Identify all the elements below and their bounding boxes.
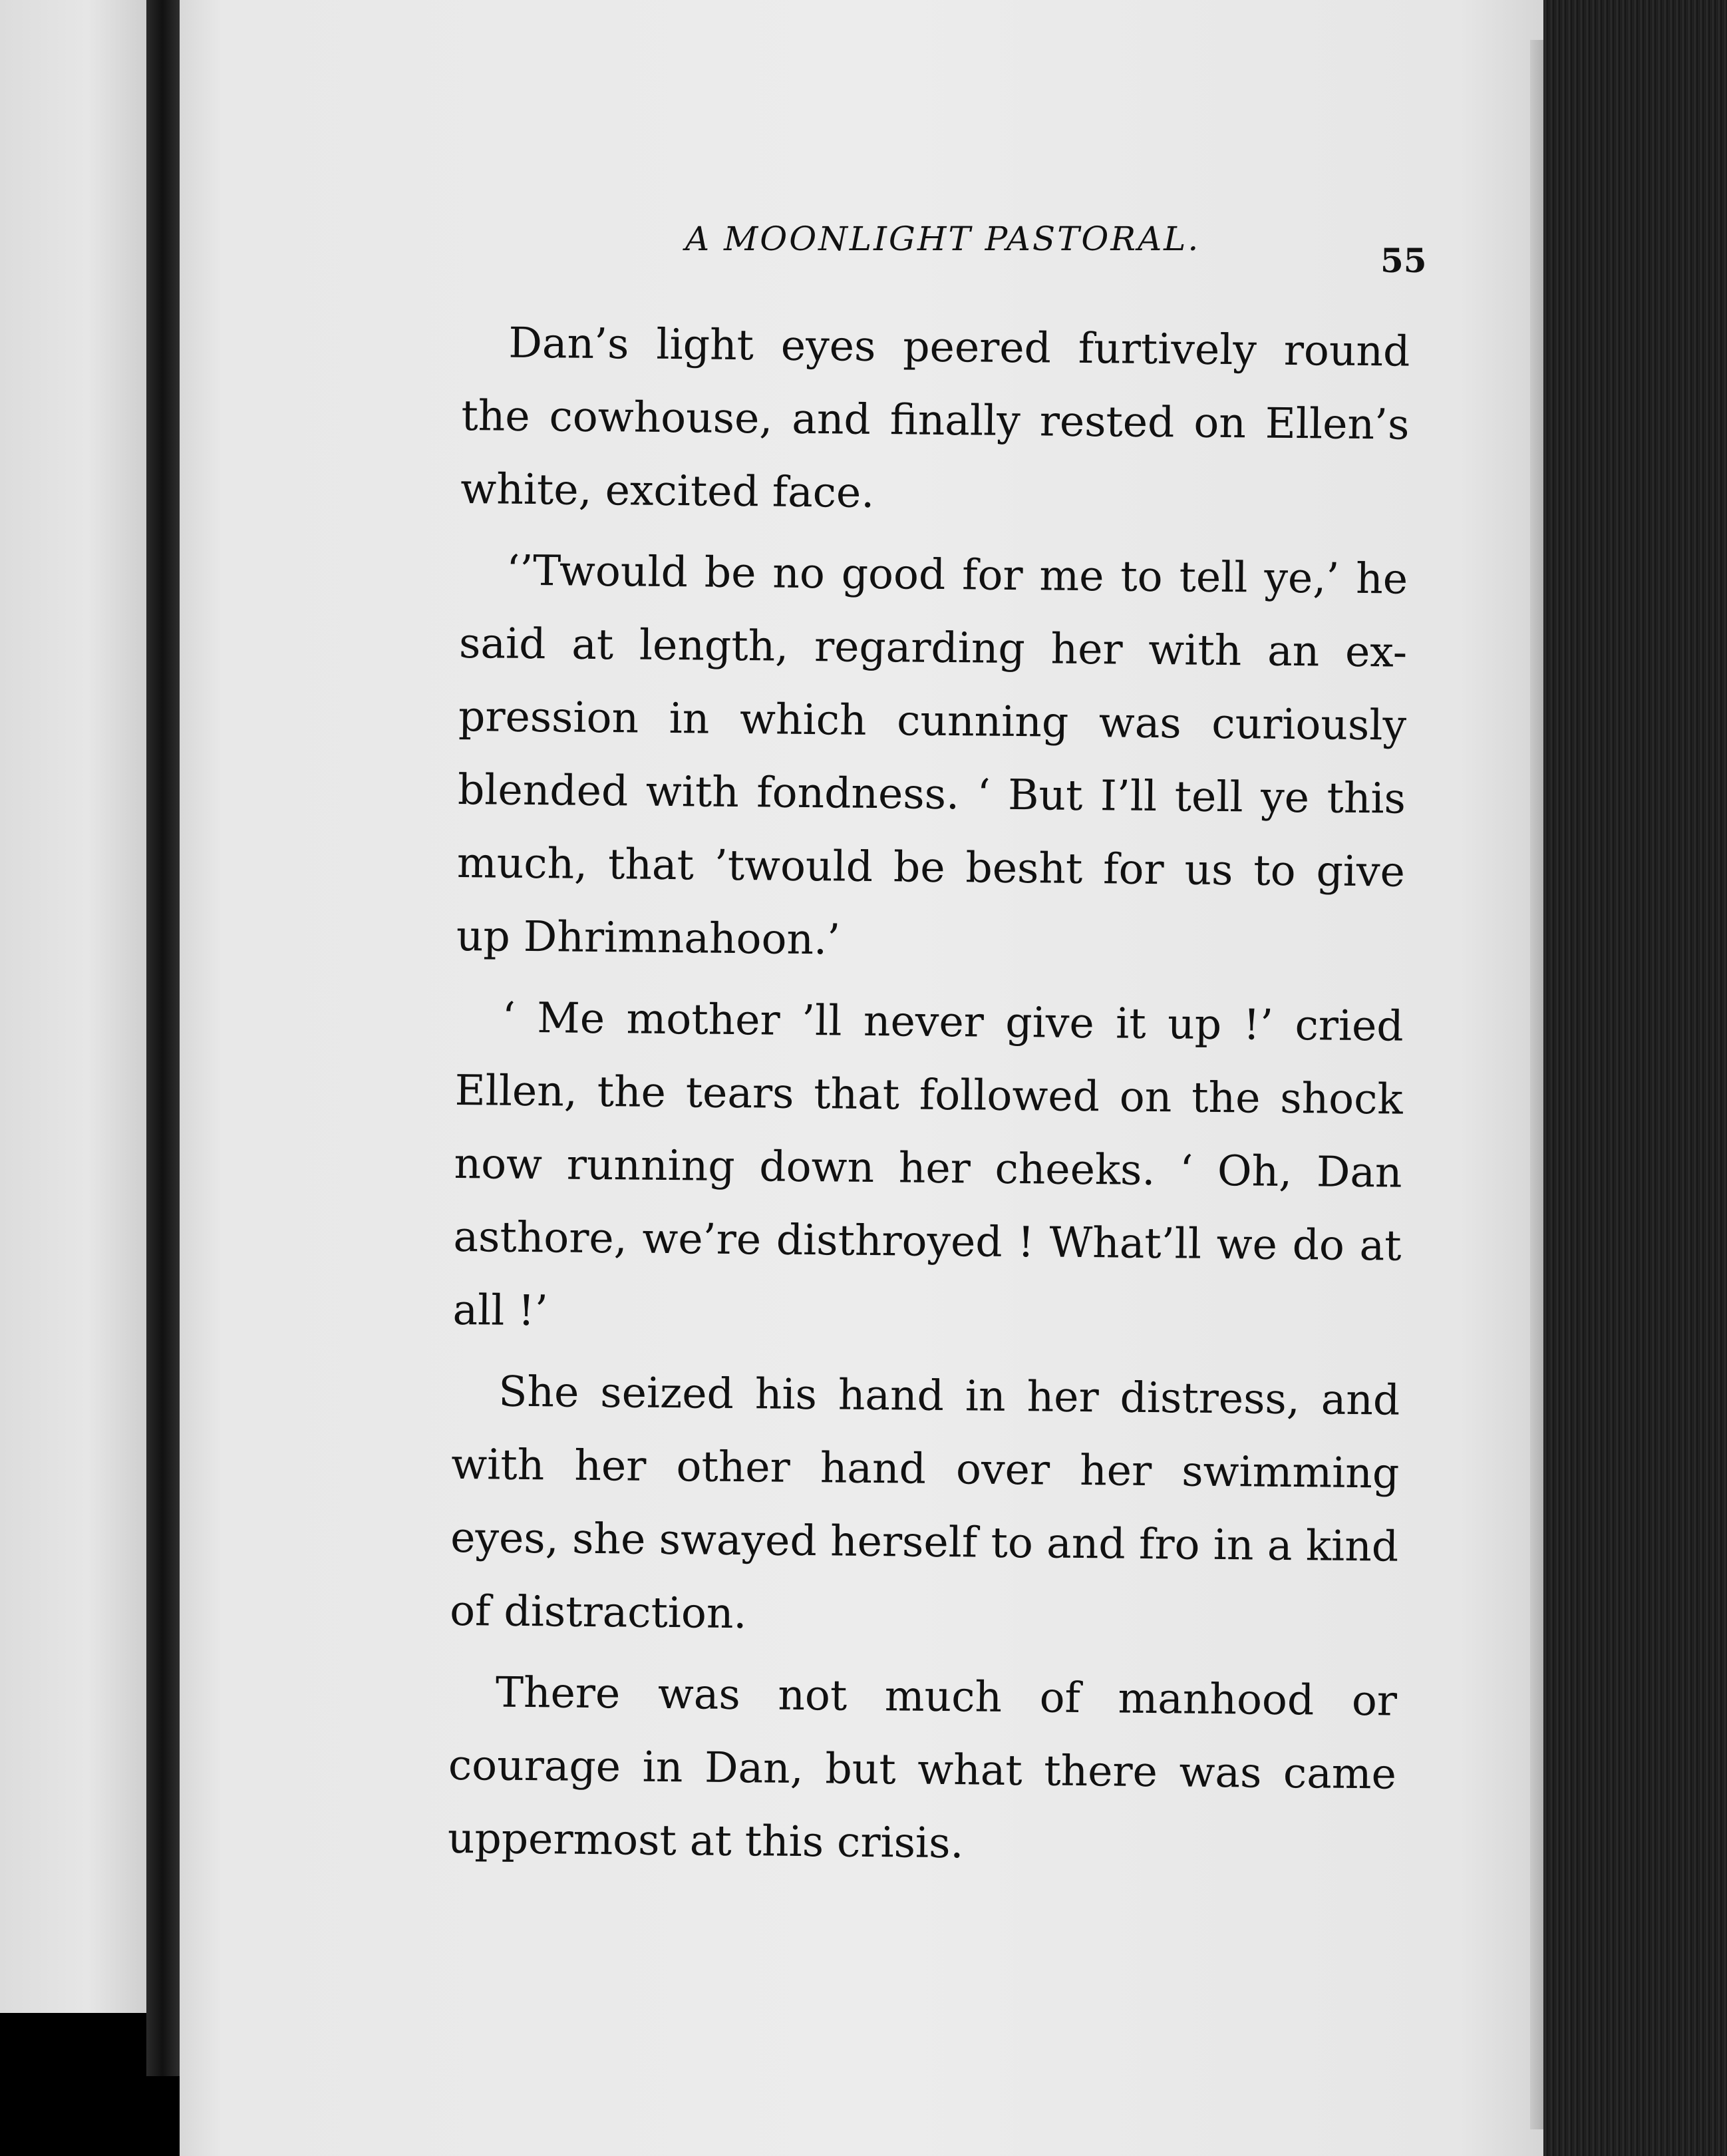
paragraph: ‘’Twould be no good for me to tell ye,’ he said at length, regarding her with an ex- pression in which cunning was curiously blended with fondness. ‘ But I’ll tell ye this much, that ’twould be besht for us to give up Dhrimnahoon.’ <box>456 546 1408 964</box>
paragraph: Dan’s light eyes peered furtively round the cowhouse, and finally rested on Ellen’s white, excited face. <box>460 318 1410 517</box>
previous-page-edge <box>0 0 146 2013</box>
running-head: A MOONLIGHT PASTORAL. <box>685 220 1201 258</box>
paragraph: There was not much of manhood or courage in Dan, but what there was came uppermost at this crisis. <box>447 1668 1398 1868</box>
body-text <box>447 306 1410 1892</box>
book-block-edges <box>1543 0 1727 2156</box>
paragraph: ‘ Me mother ’ll never give it up !’ cried Ellen, the tears that followed on the shock now running down her cheeks. ‘ Oh, Dan asthore, we’re disthroyed ! What’ll we do at all !’ <box>452 993 1404 1336</box>
paragraph: She seized his hand in her distress, and with her other hand over her swimming eyes, she swayed herself to and fro in a kind of distraction. <box>449 1367 1400 1638</box>
page-number: 55 <box>1380 241 1427 280</box>
